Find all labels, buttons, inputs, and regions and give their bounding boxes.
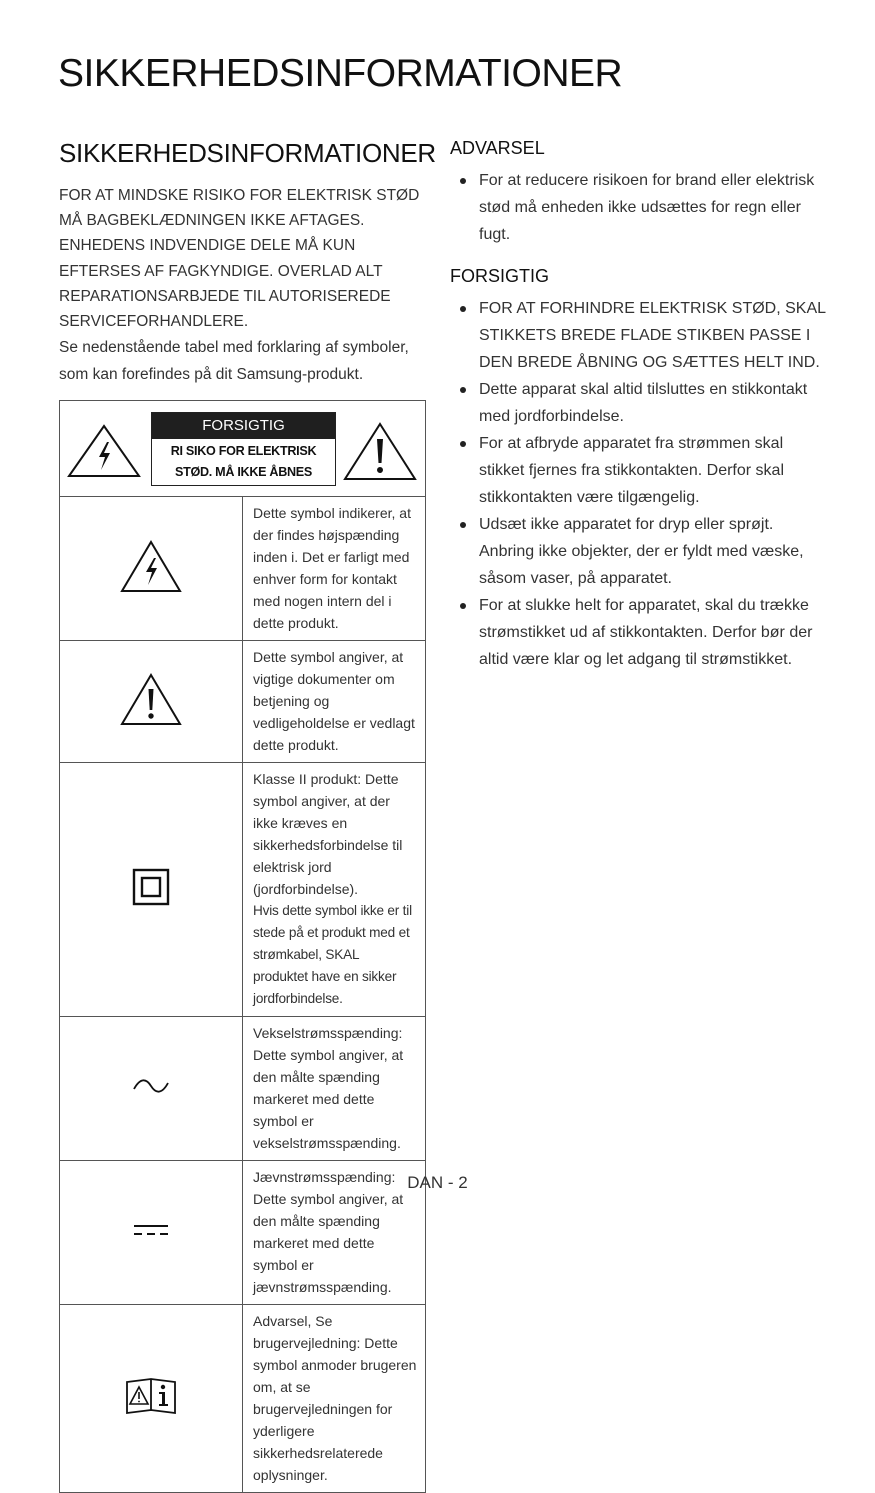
symbol-icon-cell xyxy=(60,497,243,641)
symbol-row xyxy=(60,641,426,763)
exclamation-triangle-icon xyxy=(342,421,418,486)
warning-label-row xyxy=(60,401,426,497)
list-item: For at afbryde apparatet fra strømmen skal stikket fjernes fra stikkontakten. Derfor skal stikkontakten være tilgængelig. xyxy=(450,430,830,511)
symbol-description-note: Hvis dette symbol ikke er til stede på et produkt med et strømkabel, SKAL produktet have en sikker jordforbindelse. xyxy=(253,903,412,1006)
symbol-description: Dette symbol indikerer, at der findes højspænding inden i. Det er farligt med enhver form for kontakt med nogen intern del i dette produkt. xyxy=(243,497,426,641)
caution-label-heading: FORSIGTIG xyxy=(152,413,335,439)
symbol-row xyxy=(60,1305,426,1493)
symbol-icon-cell xyxy=(60,1017,243,1161)
symbol-row xyxy=(60,497,426,641)
intro-text: Se nedenstående tabel med forklaring af symboler, som kan forefindes på dit Samsung-produkt. xyxy=(59,339,409,384)
section-title: SIKKERHEDSINFORMATIONER xyxy=(59,138,436,168)
list-item: FOR AT FORHINDRE ELEKTRISK STØD, SKAL STIKKETS BREDE FLADE STIKBEN PASSE I DEN BREDE ÅBNING OG SÆTTES HELT IND. xyxy=(450,295,830,376)
symbol-icon-cell xyxy=(60,641,243,763)
caution-label-line1: RI SIKO FOR ELEKTRISK xyxy=(170,444,317,458)
list-item: Dette apparat skal altid tilsluttes en stikkontakt med jordforbindelse. xyxy=(450,376,830,430)
list-item: For at reducere risikoen for brand eller elektrisk stød må enheden ikke udsættes for regn eller fugt. xyxy=(450,167,830,248)
forsigtig-title: FORSIGTIG xyxy=(450,266,549,286)
symbol-icon-cell xyxy=(60,1305,243,1493)
list-item: For at slukke helt for apparatet, skal du trække strømstikket ud af stikkontakten. Derfor bør der altid være klar og let adgang til strømstikket. xyxy=(450,592,830,673)
right-column xyxy=(450,138,830,673)
lightning-triangle-icon xyxy=(119,581,183,598)
intro-caps-text: FOR AT MINDSKE RISIKO FOR ELEKTRISK STØD MÅ BAGBEKLÆDNINGEN IKKE AFTAGES. ENHEDENS INDVENDIGE DELE MÅ KUN EFTERSES AF FAGKYNDIGE. OVERLAD ALT REPARATIONSARBJEDE TIL AUTORISEREDE SERVICEFORHANDLERE. xyxy=(59,187,420,331)
exclamation-triangle-icon xyxy=(119,714,183,731)
symbol-table xyxy=(59,400,426,1493)
symbol-icon-cell xyxy=(60,763,243,1017)
symbol-description: Advarsel, Se brugervejledning: Dette symbol anmoder brugeren om, at se brugervejledningen for yderligere sikkerhedsrelaterede oplysninger. xyxy=(243,1305,426,1493)
list-item: Udsæt ikke apparatet for dryp eller sprøjt. Anbring ikke objekter, der er fyldt med væske, såsom vaser, på apparatet. xyxy=(450,511,830,592)
symbol-description: Jævnstrømsspænding: Dette symbol angiver, at den målte spænding markeret med dette symbol er jævnstrømsspænding. xyxy=(243,1161,426,1305)
symbol-row xyxy=(60,1017,426,1161)
advarsel-list xyxy=(450,167,830,248)
advarsel-title: ADVARSEL xyxy=(450,138,545,158)
caution-label xyxy=(151,412,336,486)
page-title: SIKKERHEDSINFORMATIONER xyxy=(58,52,623,95)
symbol-description: Vekselstrømsspænding: Dette symbol angiver, at den målte spænding markeret med dette symbol er vekselstrømsspænding. xyxy=(243,1017,426,1161)
forsigtig-list xyxy=(450,295,830,673)
dc-lines-icon xyxy=(131,1225,171,1242)
caution-label-line2: STØD. MÅ IKKE ÅBNES xyxy=(174,465,313,479)
left-column xyxy=(59,138,436,388)
warning-label-cell xyxy=(60,401,426,497)
double-square-icon xyxy=(131,894,171,911)
symbol-row xyxy=(60,763,426,1017)
symbol-description-text: Klasse II produkt: Dette symbol angiver, at der ikke kræves en sikkerhedsforbindelse til elektrisk jord (jordforbindelse). xyxy=(253,771,403,897)
symbol-description: Dette symbol angiver, at vigtige dokumenter om betjening og vedligeholdelse er vedlagt dette produkt. xyxy=(243,641,426,763)
ac-wave-icon xyxy=(131,1083,171,1100)
symbol-description xyxy=(243,763,426,1017)
manual-warning-icon xyxy=(124,1403,178,1420)
page-number: DAN - 2 xyxy=(407,1173,468,1192)
lightning-triangle-icon xyxy=(66,423,142,484)
